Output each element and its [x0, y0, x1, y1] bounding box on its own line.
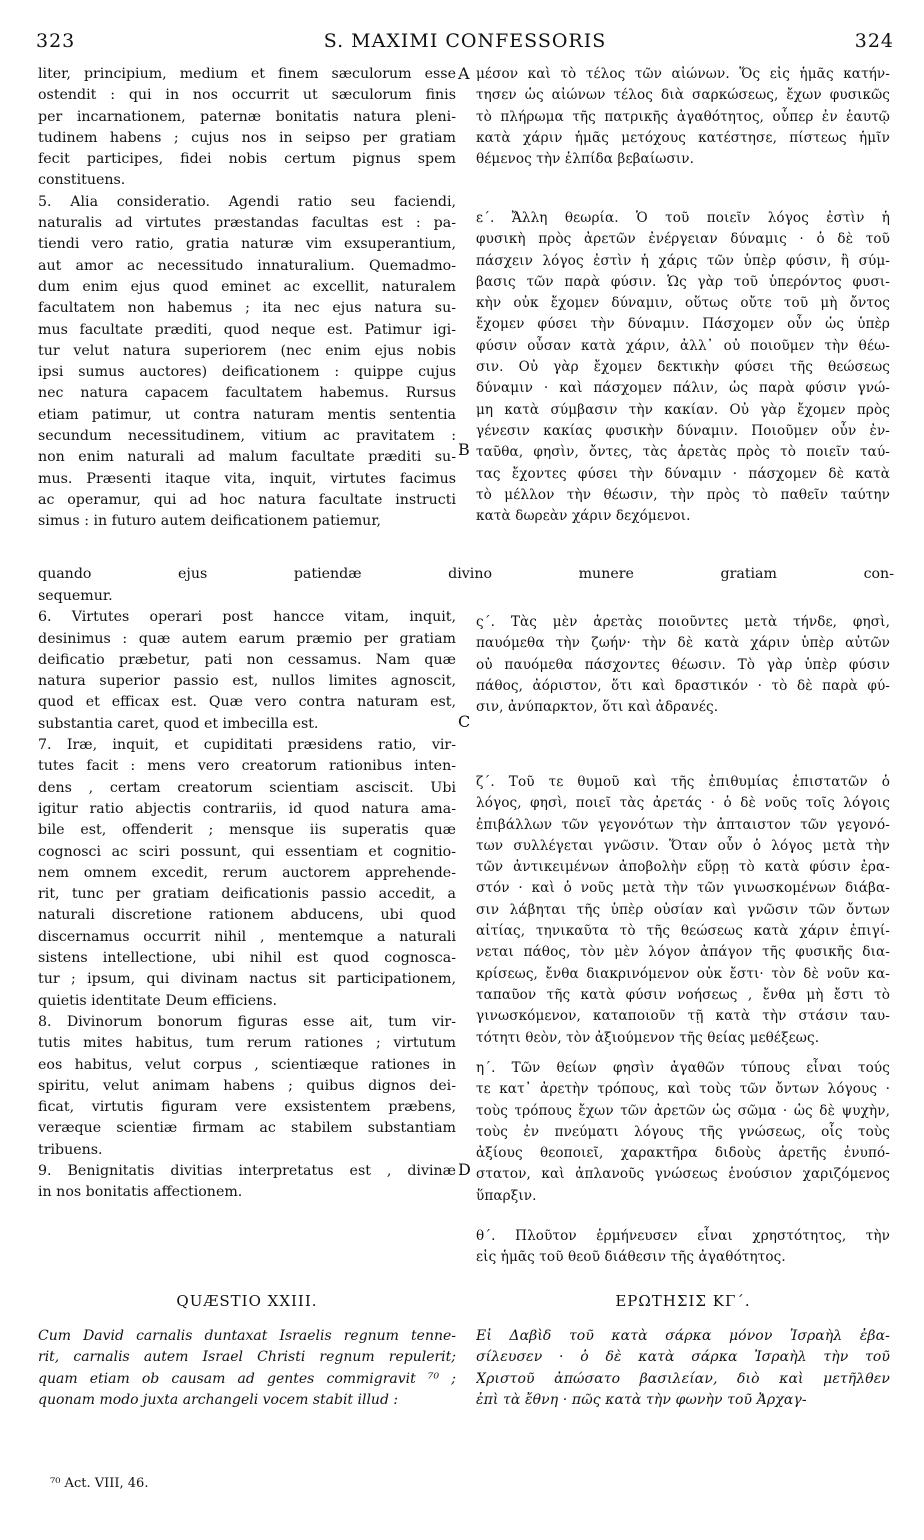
text-line: tudinem habens ; cujus nos in seipso per gratiam: [38, 129, 456, 146]
text-line: 8. Divinorum bonorum figuras esse ait, tum vir-: [38, 1013, 456, 1030]
page-number-right: 324: [854, 30, 894, 52]
text-line: τοὺς τρόπους ἔχων τῶν ἀρετῶν ὡς σῶμα · ὡς δὲ ψυχὴν,: [476, 1102, 890, 1119]
text-line: veræque scientiæ firmam ac stabilem substantiam: [38, 1120, 456, 1137]
text-line: φύσιν οὖσαν κατὰ χάριν, ἀλλ᾽ οὐ ποιοῦμεν τὴν θέω-: [476, 337, 890, 354]
text-line: Εἰ Δαβὶδ τοῦ κατὰ σάρκα μόνον Ἰσραὴλ ἐβα-: [476, 1328, 890, 1344]
text-line: πάσχειν λόγος ἐστὶν ἡ χάρις τῶν ὑπὲρ φύσιν, ἢ σύμ-: [476, 252, 890, 269]
text-line: τοὺς ἐν πνεύματι λόγους τῆς γνώσεως, οἷς τοὺς: [476, 1123, 890, 1140]
page-number-left: 323: [36, 30, 76, 52]
quaestio-text: [38, 1326, 456, 1411]
text-line: spiritu, velut animam habens ; quibus dignos dei-: [38, 1077, 456, 1094]
running-title: S. MAXIMI CONFESSORIS: [323, 30, 607, 52]
text-line: eos habitus, velut corpus , scientiæque rationes in: [38, 1056, 456, 1073]
text-line: tutes facit : mens vero creatorum rationibus inten-: [38, 758, 456, 775]
text-line: ἐπιβάλλων τῶν γεγονότων τὴν ἀπταιστον τῶν γεγονό-: [476, 816, 890, 833]
full-width-line: [38, 564, 894, 585]
text-line: bile est, offenderit ; mensque iis superatis quæ: [38, 822, 456, 839]
text-line: deificatio præbetur, pati non cessamus. Nam quæ: [38, 651, 456, 668]
text-line: Cum David carnalis duntaxat Israelis regnum tenne-: [38, 1328, 456, 1344]
text-line: σιν. Οὐ γὰρ ἔχομεν δεκτικὴν φύσει τῆς θεώσεως: [476, 359, 890, 376]
text-line: στατον, καὶ ἀπλανοῦς γνώσεως ἑνούσιον χαριζόμενος: [476, 1166, 890, 1183]
text-line: τας ἔχοντες φύσει τὴν δύναμιν · πάσχομεν δὲ κατὰ: [476, 465, 890, 482]
text-line: constituens.: [38, 172, 126, 189]
text-line: cognosci ac sciri possunt, qui essentiam et cognitio-: [38, 843, 456, 860]
text-line: ταῦθα, φησὶν, ὄντες, τὰς ἀρετὰς πρὸς τὸ ποιεῖν ταύ-: [476, 444, 890, 461]
erotesis-text: [476, 1326, 890, 1411]
text-line: κὴν οὐκ ἔχομεν δύναμιν, οὕτως οὔτε τοῦ μὴ ὄντος: [476, 295, 890, 312]
text-line: rit, tunc per gratiam deificationis passio accedit, a: [38, 886, 456, 903]
text-line: σιν λάβηται τῆς ὑπὲρ οὐσίαν καὶ γνῶσιν τῶν ὄντων: [476, 901, 890, 918]
greek-paragraph-7: [476, 772, 890, 1049]
text-line: ficat, virtutis figuram vere exsistentem præbens,: [38, 1099, 456, 1116]
text-line: κατὰ δωρεὰν χάριν δεχόμενοι.: [476, 508, 691, 525]
text-line: θ΄. Πλοῦτον ἑρμήνευσεν εἶναι χρηστότητος, τὴν: [476, 1228, 890, 1244]
erotesis-title: ΕΡΩΤΗΣΙΣ ΚΓ΄.: [615, 1292, 751, 1310]
text-line: ἔχομεν φύσει τὴν δύναμιν. Πάσχομεν οὖν ὡς ὑπὲρ: [476, 316, 890, 333]
text-line: ipsi sumus auctores) deificationem : quippe cujus: [38, 364, 456, 381]
text-line: per incarnationem, paternæ bonitatis natura pleni-: [38, 108, 456, 125]
text-line: 9. Benignitatis divitias interpretatus est , divinæ: [38, 1163, 456, 1180]
text-line: igitur ratio abjectis contrariis, id quod natura ama-: [38, 800, 456, 817]
text-line: fecit participes, fidei nobis certum pignus spem: [38, 151, 456, 168]
text-line: γένεσιν κακίας φυσικὴν δύναμιν. Ποιοῦμεν οὖν ἐν-: [476, 422, 890, 439]
text-line: tribuens.: [38, 1141, 103, 1158]
text-line: 5. Alia consideratio. Agendi ratio seu faciendi,: [38, 193, 456, 210]
text-line: liter, principium, medium et finem sæculorum esse: [38, 66, 456, 82]
text-line: sistens intellectione, ubi nihil est quod cognosca-: [38, 950, 456, 967]
text-line: facultatem non habemus ; ita nec ejus natura su-: [38, 300, 456, 317]
text-line: quietis identitate Deum efficiens.: [38, 992, 278, 1009]
text-line: mus. Præsenti itaque vita, inquit, virtutes facimus: [38, 470, 456, 487]
text-line: σιν, ἀνύπαρκτον, ὅτι καὶ ἀδρανές.: [476, 699, 719, 716]
text-line: μέσον καὶ τὸ τέλος τῶν αἰώνων. Ὅς εἰς ἡμᾶς κατήν-: [476, 66, 890, 82]
text-line: quod et efficax est. Quæ vero contra naturam est,: [38, 694, 456, 711]
text-line: nec natura capacem facultatem habemus. Rursus: [38, 385, 456, 402]
text-line: τε κατ᾽ ἀρετὴν τρόπους, καὶ τοὺς τῶν ὄντων λόγους ·: [476, 1081, 890, 1098]
text-line: φυσικὴ πρὸς ἀρετῶν ἐνέργειαν δύναμις · ὁ δὲ τοῦ: [476, 231, 890, 248]
text-line: in nos bonitatis affectionem.: [38, 1184, 243, 1201]
text-line: οὐ παυόμεθα πάσχοντες θέωσιν. Τὸ γὰρ ὑπὲρ φύσιν: [476, 656, 890, 673]
text-line: simus : in futuro autem deificationem patiemur,: [38, 513, 382, 530]
text-line: discernamus occurrit nihil , mentemque a naturali: [38, 928, 456, 945]
text-line: ζ΄. Τοῦ τε θυμοῦ καὶ τῆς ἐπιθυμίας ἐπιστατῶν ὁ: [476, 774, 890, 790]
text-line: μη κατὰ σύμβασιν τὴν κακίαν. Οὐ γὰρ ἔχομεν πρὸς: [476, 401, 890, 418]
text-line: βασις τῶν παρὰ φύσιν. Ὡς γὰρ τοῦ ὑπερόντος φυσι-: [476, 273, 890, 290]
text-line: secundum necessitudinem, vitium ac pravitatem :: [38, 428, 456, 445]
text-line: εἰς ἡμᾶς τοῦ θεοῦ διάθεσιν τῆς ἀγαθότητος.: [476, 1249, 786, 1266]
text-line: ac operamur, qui ad hoc natura facultate instructi: [38, 491, 456, 508]
quaestio-title: QUÆSTIO XXIII.: [176, 1292, 318, 1310]
footnote: ⁷⁰ Act. VIII, 46.: [50, 1476, 149, 1491]
text-line: ἐπὶ τὰ ἔθνη · πῶς κατὰ τὴν φωνὴν τοῦ Ἀρχαγ-: [476, 1391, 807, 1408]
text-line: substantia caret, quod et imbecilla est.: [38, 715, 319, 732]
text-line: desinimus : quæ autem earum præmio per gratiam: [38, 630, 456, 647]
text-line: τῶν ἀντικειμένων ἀποβολὴν εὕρῃ τὸ κατὰ φύσιν ἐρα-: [476, 859, 890, 876]
text-line: αἰτίας, τηνικαῦτα τὸ τῆς θεώσεως κατὰ χάριν ἐπιγί-: [476, 923, 890, 940]
greek-paragraph-8: [476, 1058, 890, 1207]
greek-paragraph-5: [476, 208, 890, 527]
text-line: quonam modo juxta archangeli vocem stabit illud :: [38, 1391, 399, 1408]
text-line: mus facultate præditi, quod neque est. Patimur igi-: [38, 321, 456, 338]
greek-paragraph-6: [476, 612, 890, 718]
text-line: ostendit : qui in nos occurrit ut sæculorum finis: [38, 87, 456, 104]
text-line: ς΄. Τὰς μὲν ἀρετὰς ποιοῦντες μετὰ τήνδε, φησὶ,: [476, 614, 890, 630]
text-line: ὕπαρξιν.: [476, 1187, 537, 1204]
page-header: [36, 30, 894, 60]
greek-paragraph-intro: [476, 64, 890, 170]
text-line: dum enim ejus quod eminet ac excellit, naturalem: [38, 278, 456, 295]
text-line: tur ; ipsum, qui divinam nactus sit participationem,: [38, 971, 456, 988]
text-line: κατὰ χάριν ἡμᾶς μετόχους κατέστησε, πίστεως ἡμῖν: [476, 129, 890, 146]
latin-column-top: [38, 64, 456, 533]
text-line: η΄. Τῶν θείων φησὶν ἀγαθῶν τύπους εἶναι τούς: [476, 1060, 890, 1076]
text-line: νεται πάθος, τὸν μὲν λόγον ἀπάγον τῆς φυσικῆς δια-: [476, 944, 890, 961]
text-line: ἀξίους θεοποιεῖ, χαρακτῆρα διδοὺς ἀρετῆς ἐνυπό-: [476, 1145, 890, 1162]
text-line: λόγος, φησὶ, ποιεῖ τὰς ἀρετάς · ὁ δὲ νοῦς τοῖς λόγοις: [476, 795, 890, 812]
text-line: nem omnem excedit, rerum auctorem apprehende-: [38, 864, 456, 881]
text-line: tur velut natura superiorem (nec enim ejus nobis: [38, 342, 456, 359]
margin-marker-c: C: [458, 712, 471, 731]
text-line: aut amor ac necessitudo innaturalium. Quemadmo-: [38, 257, 456, 274]
text-line: quando ejus patiendæ divino munere gratiam con-: [38, 566, 894, 582]
text-line: γινωσκόμενον, καταποιοῦν τῇ κατὰ τὴν στάσιν ταυ-: [476, 1008, 890, 1025]
text-line: παυόμεθα τὴν ζωήν· τὴν δὲ κατὰ χάριν ὑπὲρ αὐτῶν: [476, 635, 890, 652]
text-line: τησεν ὡς αἰώνων τέλος διὰ σαρκώσεως, ἔχων φυσικῶς: [476, 87, 890, 104]
text-line: 6. Virtutes operari post hancce vitam, inquit,: [38, 609, 456, 626]
text-line: etiam patimur, ut contra naturam mentis sententia: [38, 406, 456, 423]
text-line: πάθος, ἀόριστον, ὅτι καὶ δραστικόν · τὸ δὲ παρὰ φύ-: [476, 677, 890, 694]
greek-paragraph-9: [476, 1226, 890, 1269]
text-line: naturali discretione rationem abducens, ubi quod: [38, 907, 456, 924]
text-line: τότητι θεὸν, τὸν ἀξιούμενον τῆς θείας μεθέξεως.: [476, 1029, 820, 1046]
text-line: στόν · καὶ ὁ νοῦς μετὰ τὴν τῶν γινωσκομένων διάβα-: [476, 880, 890, 897]
text-line: dens , certam creatorum scientiam asciscit. Ubi: [38, 779, 456, 796]
text-line: ε΄. Ἄλλη θεωρία. Ὁ τοῦ ποιεῖν λόγος ἐστὶν ἡ: [476, 210, 890, 226]
text-line: rit, carnalis autem Israel Christi regnum repulerit;: [38, 1349, 456, 1366]
text-line: σίλευσεν · ὁ δὲ κατὰ σάρκα Ἰσραὴλ τὴν τοῦ: [476, 1349, 890, 1366]
text-line: των συλλέγεται γνῶσιν. Ὅταν οὖν ὁ λόγος μετὰ τὴν: [476, 837, 890, 854]
margin-marker-d: D: [458, 1160, 471, 1179]
text-line: quam etiam ob causam ad gentes commigravit ⁷⁰ ;: [38, 1370, 456, 1387]
text-line: τὸ μέλλον τὴν θέωσιν, τὴν πρὸς τὸ παθεῖν ταύτην: [476, 486, 890, 503]
text-line: ταπαῦον τῆς κατὰ φύσιν νοήσεως , ἔνθα μὴ ἔστι τὸ: [476, 986, 890, 1003]
text-line: τὸ πλήρωμα τῆς πατρικῆς ἀγαθότητος, οὗπερ ἐν ἑαυτῷ: [476, 108, 890, 125]
text-line: 7. Iræ, inquit, et cupiditati præsidens ratio, vir-: [38, 737, 456, 754]
text-line: θέμενος τὴν ἐλπίδα βεβαίωσιν.: [476, 151, 695, 168]
margin-marker-b: B: [458, 440, 470, 459]
margin-marker-a: A: [458, 64, 470, 83]
text-line: tutis mites habitus, tum rerum rationes ; virtutum: [38, 1035, 456, 1052]
text-line: κρίσεως, ἔνθα διακρινόμενον οὐκ ἔστι· τὸν δὲ νοῦν κα-: [476, 965, 890, 982]
text-line: δύναμιν · καὶ πάσχομεν πάλιν, ὡς παρὰ φύσιν γνώ-: [476, 380, 890, 397]
text-line: sequemur.: [38, 588, 113, 604]
text-line: tiendi vero ratio, gratia naturæ vim exsuperantium,: [38, 236, 456, 253]
text-line: natura superior passio est, nullos limites agnoscit,: [38, 673, 456, 690]
latin-column-bottom: [38, 586, 456, 1204]
text-line: naturalis ad virtutes præstandas facultas est : pa-: [38, 215, 456, 232]
text-line: Χριστοῦ ἀπώσατο βασιλείαν, διὸ καὶ μετῆλθεν: [476, 1370, 890, 1387]
text-line: non enim naturali ad malum facultate præditi su-: [38, 449, 456, 466]
